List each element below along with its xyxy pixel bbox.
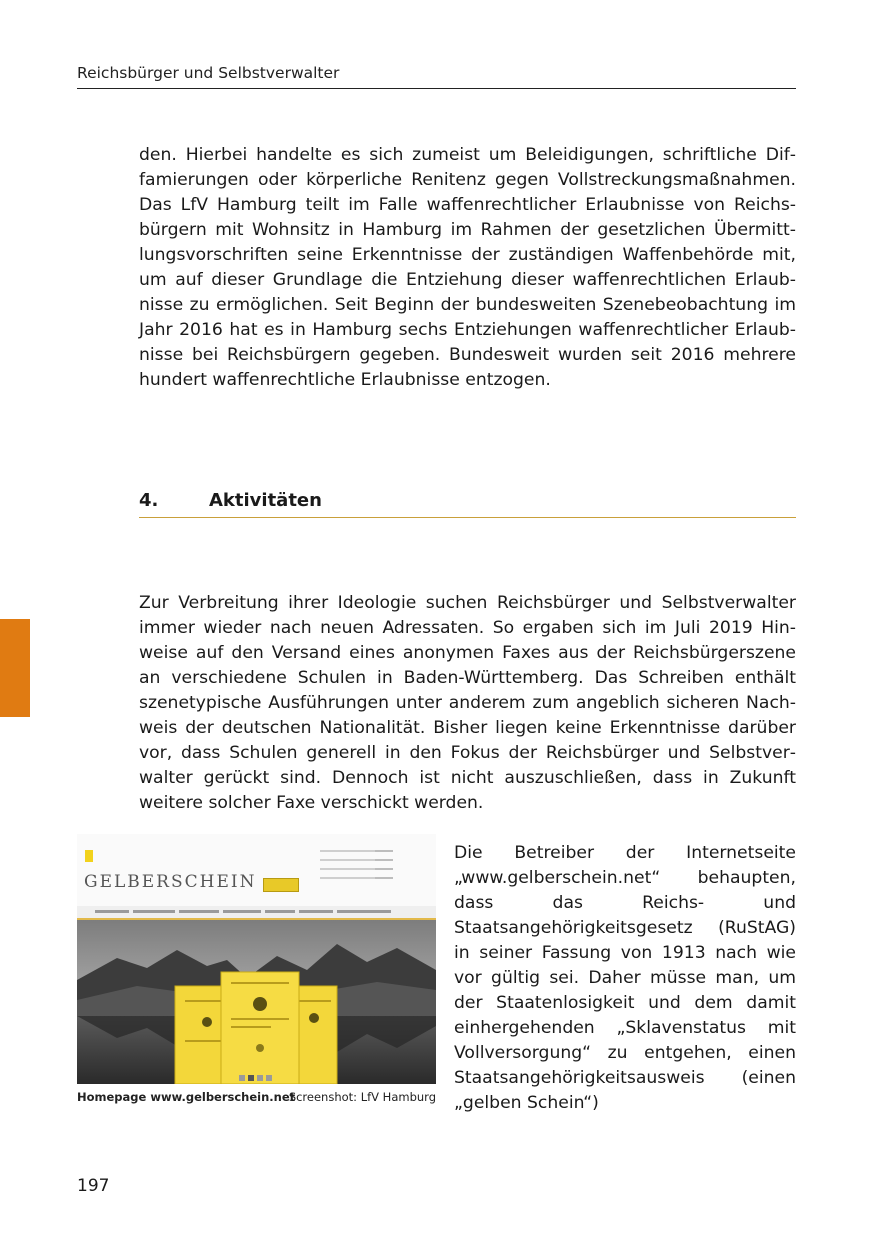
figure-caption bbox=[77, 1090, 436, 1104]
body-paragraph-3: Die Betreiber der Internetseite „www.gelberschein.net“ behaupten, dass das Reichs- und Staatsangehörigkeitsgesetz (RuStAG) in seiner Fassung von 1913 nach wie vor gültig sei. Daher müsse man, um der Staatenlosigkeit und dem damit einhergehenden „Sklavenstatus mit Vollversorgung“ zu entgehen, einen Staatsangehörigkeitsausweis (einen „gelben Schein“) bbox=[454, 843, 796, 1113]
figure-caption-title: Homepage www.gelberschein.net bbox=[77, 1090, 296, 1104]
site-logo-mark-icon bbox=[85, 850, 93, 862]
figure-caption-credit: Screenshot: LfV Hamburg bbox=[288, 1090, 436, 1104]
body-paragraph-2: Zur Verbreitung ihrer Ideologie suchen Reichsbürger und Selbstverwalter immer wieder nach neuen Adressaten. So ergaben sich im Juli 2019 Hinweise auf den Versand eines anonymen Faxes aus der Reichsbürgerszene an verschiedene Schulen in Baden-Württemberg. Das Schreiben enthält szenetypische Ausführungen unter anderem zum angeblich sicheren Nachweis der deutschen Nationalität. Bisher liegen keine Erkenntnisse darüber vor, dass Schulen generell in den Fokus der Reichsbürger und Selbstverwalter gerückt sind. Dennoch ist nicht auszuschließen, dass in Zukunft weitere solcher Faxe verschickt werden. bbox=[139, 593, 796, 813]
site-button-graphic bbox=[263, 878, 299, 892]
section-title: Aktivitäten bbox=[209, 490, 322, 511]
figure-site-header bbox=[77, 834, 436, 906]
site-navigation-graphic bbox=[77, 906, 436, 920]
website-screenshot-figure bbox=[77, 834, 436, 1084]
chapter-tab-marker bbox=[0, 619, 30, 717]
body-paragraph-1: den. Hierbei handelte es sich zumeist um Beleidigungen, schriftliche Diffamierungen oder körperliche Renitenz gegen Vollstreckungsmaßnahmen. Das LfV Hamburg teilt im Falle waffenrechtlicher Erlaubnisse von Reichsbürgern mit Wohnsitz in Hamburg im Rahmen der gesetzlichen Übermittlungsvorschriften seine Erkenntnisse der zuständigen Waffenbehörde mit, um auf dieser Grundlage die Entziehung dieser waffenrechtlichen Erlaubnisse zu ermöglichen. Seit Beginn der bundesweiten Szenebeobachtung im Jahr 2016 hat es in Hamburg sechs Entziehungen waffenrechtlicher Erlaubnisse bei Reichsbürgern gegeben. Bundesweit wurden seit 2016 mehrere hundert waffenrechtliche Erlaubnisse entzogen. bbox=[139, 145, 796, 390]
site-logo: GELBERSCHEIN bbox=[84, 872, 257, 892]
running-header: Reichsbürger und Selbstverwalter bbox=[77, 64, 796, 89]
section-number: 4. bbox=[139, 490, 159, 511]
section-heading bbox=[139, 490, 796, 518]
mountain-lake-certificates-image bbox=[77, 920, 436, 1084]
slider-dots-graphic bbox=[239, 1066, 275, 1084]
page-number: 197 bbox=[77, 1176, 110, 1196]
site-stats-values-graphic bbox=[375, 850, 393, 886]
